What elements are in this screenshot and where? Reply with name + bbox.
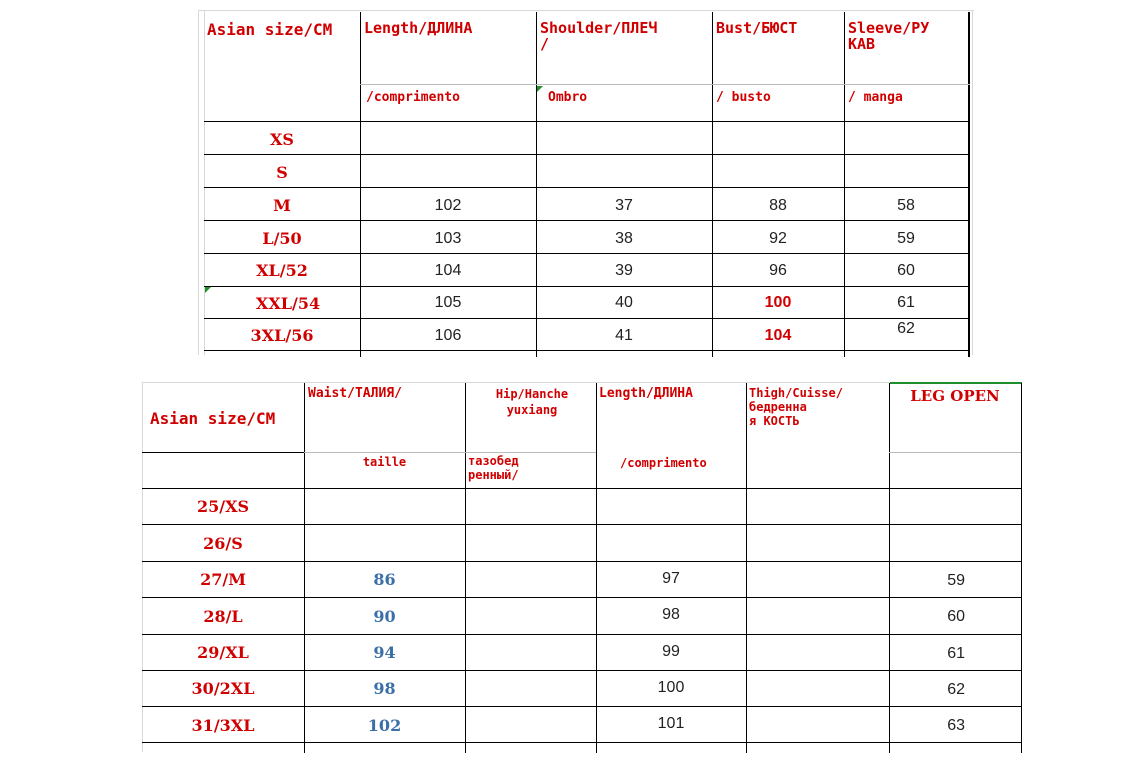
length-value: 106 [434, 327, 462, 344]
length-value: 101 [657, 715, 685, 732]
length-value: 100 [657, 679, 685, 696]
shoulder-value: 41 [615, 327, 633, 344]
length-value: 103 [434, 230, 462, 247]
sleeve-value: 59 [897, 230, 915, 247]
col-header-hip [468, 386, 596, 418]
size-label: L/50 [262, 229, 302, 248]
bust-value: 88 [769, 197, 787, 214]
size-label: XS [270, 130, 294, 149]
length-value: 98 [662, 606, 680, 623]
size-label: 27/M [200, 570, 246, 589]
col-header-leg-open: LEG OPEN [910, 388, 1000, 404]
length-value: 99 [662, 643, 680, 660]
sleeve-value: 60 [897, 262, 915, 279]
shoulder-value: 39 [615, 262, 633, 279]
leg-open-value: 61 [947, 645, 965, 662]
leg-open-value: 60 [947, 608, 965, 625]
bust-value: 96 [769, 262, 787, 279]
size-label: 31/3XL [191, 716, 255, 735]
bust-value: 104 [764, 327, 792, 344]
col-header-length: Length/ДЛИНА [364, 20, 473, 36]
col-header-asian-size-2: Asian size/CM [150, 411, 276, 427]
length-value: 105 [434, 294, 462, 311]
size-label: 29/XL [197, 643, 249, 662]
shoulder-value: 40 [615, 294, 633, 311]
size-label: 26/S [203, 534, 243, 553]
waist-value: 90 [373, 607, 396, 626]
sleeve-value: 61 [897, 294, 915, 311]
size-label: S [276, 163, 288, 182]
length-value: 104 [434, 262, 462, 279]
waist-value: 98 [373, 679, 396, 698]
subheader-length: /comprimento [366, 90, 460, 105]
waist-value: 86 [373, 570, 396, 589]
size-label: M [273, 196, 291, 215]
leg-open-value: 62 [947, 681, 965, 698]
leg-open-value: 63 [947, 717, 965, 734]
waist-value: 102 [367, 716, 402, 735]
col-header-bust: Bust/БЮСТ [716, 20, 798, 36]
col-header-shoulder-text: Shoulder/ПЛЕЧ / [540, 20, 658, 52]
size-label: XXL/54 [255, 294, 321, 313]
waist-value: 94 [373, 643, 396, 662]
subheader-hip [468, 454, 596, 482]
leg-open-value: 59 [947, 572, 965, 589]
shoulder-value: 37 [615, 197, 633, 214]
bust-value: 92 [769, 230, 787, 247]
size-label: XL/52 [256, 261, 308, 280]
col-header-sleeve-text: Sleeve/РУ КАВ [848, 20, 930, 52]
col-header-waist: Waist/ТАЛИЯ/ [308, 386, 402, 401]
subheader-bust: / busto [716, 90, 771, 105]
subheader-shoulder: Ombro [548, 90, 588, 105]
size-label: 28/L [203, 607, 243, 626]
col-header-length-2: Length/ДЛИНА [599, 386, 693, 401]
size-label: 25/XS [196, 497, 250, 516]
subheader-sleeve: / manga [848, 90, 903, 105]
length-value: 97 [662, 570, 680, 587]
col-header-thigh [749, 386, 889, 428]
size-label: 3XL/56 [250, 326, 314, 345]
col-header-thigh-text: Thigh/Cuisse/ бедренна я КОСТЬ [749, 386, 843, 428]
size-label: 30/2XL [191, 679, 255, 698]
subheader-length-2: /comprimento [620, 456, 707, 470]
sleeve-value: 62 [897, 320, 915, 337]
length-value: 102 [434, 197, 462, 214]
subheader-hip-text: тазобед ренный/ [468, 454, 519, 482]
col-header-hip-text: Hip/Hanche yuxiang [495, 387, 569, 417]
shoulder-value: 38 [615, 230, 633, 247]
sleeve-value: 58 [897, 197, 915, 214]
col-header-asian-size: Asian size/CM [207, 22, 333, 38]
subheader-waist: taille [362, 455, 407, 469]
bust-value: 100 [764, 294, 792, 311]
